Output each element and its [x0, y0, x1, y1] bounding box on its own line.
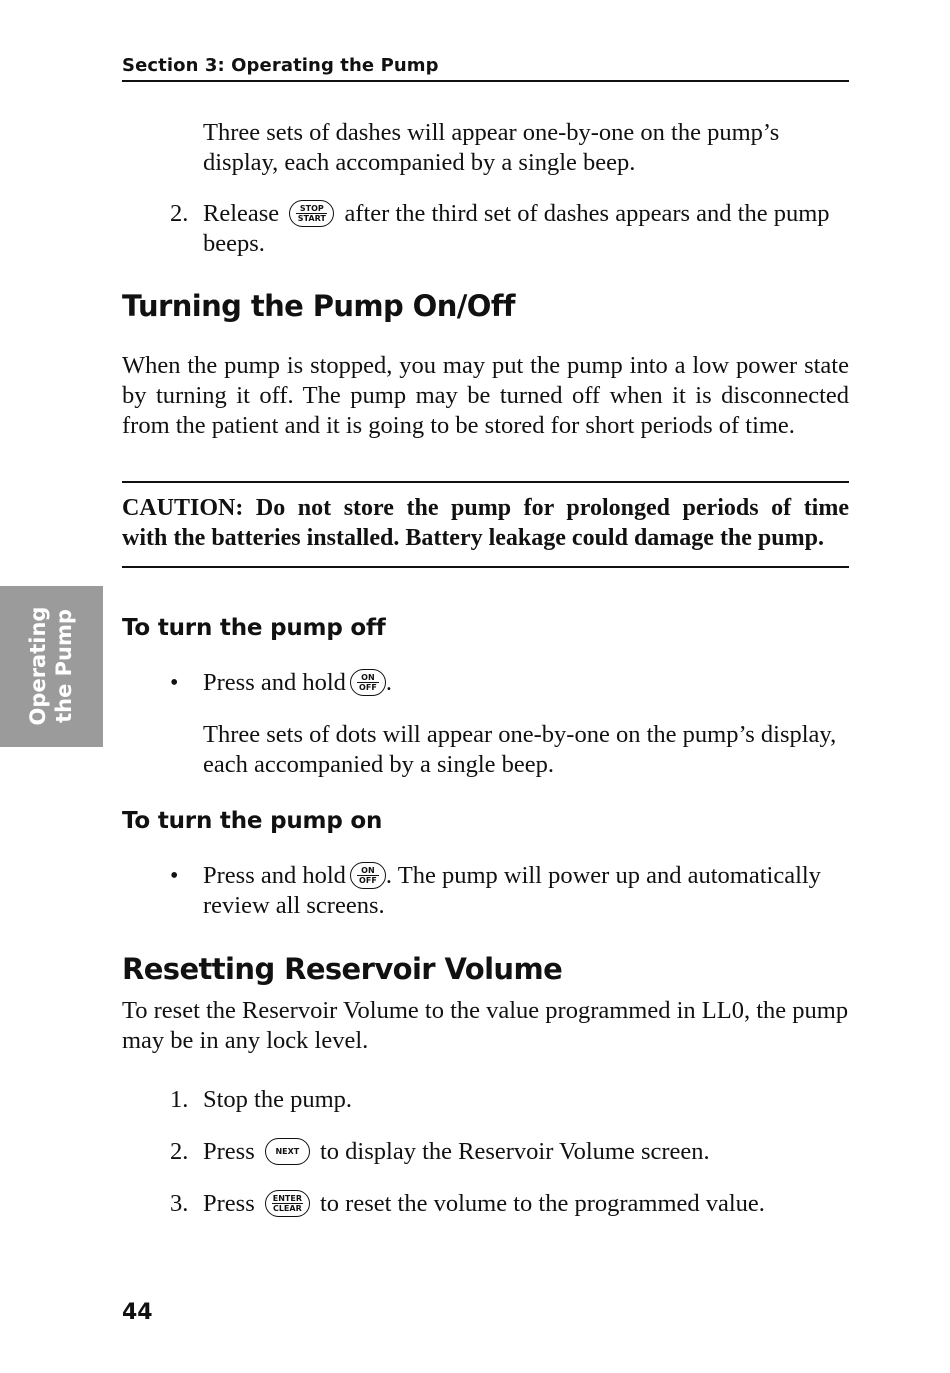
side-tab	[0, 586, 103, 747]
section-header: Section 3: Operating the Pump	[122, 55, 439, 76]
turning-heading: Turning the Pump On/Off	[122, 289, 515, 323]
caution-line-1: CAUTION: Do not store the pump for prolonged periods of time	[122, 495, 849, 521]
turn-off-bullet: •	[170, 670, 179, 696]
turn-off-note: Three sets of dots will appear one-by-one on the pump’s display, each accompanied by a single beep.	[203, 721, 837, 778]
step-2-text	[203, 199, 843, 259]
clear-key-label: CLEAR	[272, 1203, 302, 1213]
reservoir-step-3-number: 3.	[170, 1190, 189, 1217]
caution-note	[122, 493, 849, 553]
turn-off-before: Press and hold	[203, 669, 346, 696]
reservoir-body: To reset the Reservoir Volume to the value programmed in LL0, the pump may be in any lock level.	[122, 997, 849, 1054]
page-number: 44	[122, 1300, 153, 1325]
next-key-icon	[265, 1138, 310, 1165]
turn-on-heading: To turn the pump on	[122, 808, 383, 834]
reservoir-step-3-text	[203, 1189, 853, 1219]
enter-key-label: ENTER	[272, 1193, 302, 1203]
turn-off-after: .	[385, 669, 393, 696]
turn-off-heading: To turn the pump off	[122, 615, 386, 641]
reservoir-step-1-number: 1.	[170, 1086, 189, 1113]
caution-line-2: with the batteries installed. Battery leakage could damage the pump.	[122, 525, 824, 551]
reservoir-step-2-text	[203, 1137, 853, 1167]
on-off-key-icon	[350, 862, 386, 889]
off-key-label: OFF	[359, 875, 377, 885]
dashes-text: Three sets of dashes will appear one-by-one on the pump’s display, each accompanied by a single beep.	[203, 119, 780, 176]
step-2-after: after the third set of dashes appears and the pump beeps.	[203, 200, 830, 257]
turn-on-instruction	[203, 861, 843, 921]
step-2-number: 2.	[170, 200, 189, 227]
reservoir-step-3-before: Press	[203, 1190, 255, 1217]
side-tab-line-1: Operating	[26, 606, 50, 726]
enter-clear-key-icon	[265, 1190, 310, 1217]
side-tab-label	[25, 586, 77, 747]
on-off-key-icon	[350, 669, 386, 696]
off-key-label: OFF	[359, 682, 377, 692]
stop-start-key-icon	[289, 200, 334, 227]
turn-off-instruction	[203, 668, 853, 698]
step-2-before: Release	[203, 200, 280, 227]
side-tab-line-2: the Pump	[52, 609, 76, 723]
caution-top-rule	[122, 481, 849, 483]
reservoir-step-1-text: Stop the pump.	[203, 1086, 353, 1113]
turn-on-before: Press and hold	[203, 862, 346, 889]
reservoir-heading: Resetting Reservoir Volume	[122, 952, 563, 986]
start-key-label: START	[297, 213, 326, 223]
on-key-label: ON	[357, 866, 379, 876]
caution-bottom-rule	[122, 566, 849, 568]
reservoir-step-2-before: Press	[203, 1138, 255, 1165]
reservoir-step-2-number: 2.	[170, 1138, 189, 1165]
turning-body: When the pump is stopped, you may put the pump into a low power state by turning it off. The pump may be turned off when it is disconnected from the patient and it is going to be stored for short periods of time.	[122, 352, 849, 439]
on-key-label: ON	[357, 673, 379, 683]
turn-on-after: . The pump will power up and automatically review all screens.	[203, 862, 821, 919]
reservoir-step-2-after: to display the Reservoir Volume screen.	[319, 1138, 710, 1165]
next-key-label: NEXT	[275, 1146, 300, 1156]
header-rule	[122, 80, 849, 82]
turn-on-bullet: •	[170, 863, 179, 889]
reservoir-step-3-after: to reset the volume to the programmed value.	[319, 1190, 765, 1217]
stop-key-label: STOP	[296, 204, 327, 214]
